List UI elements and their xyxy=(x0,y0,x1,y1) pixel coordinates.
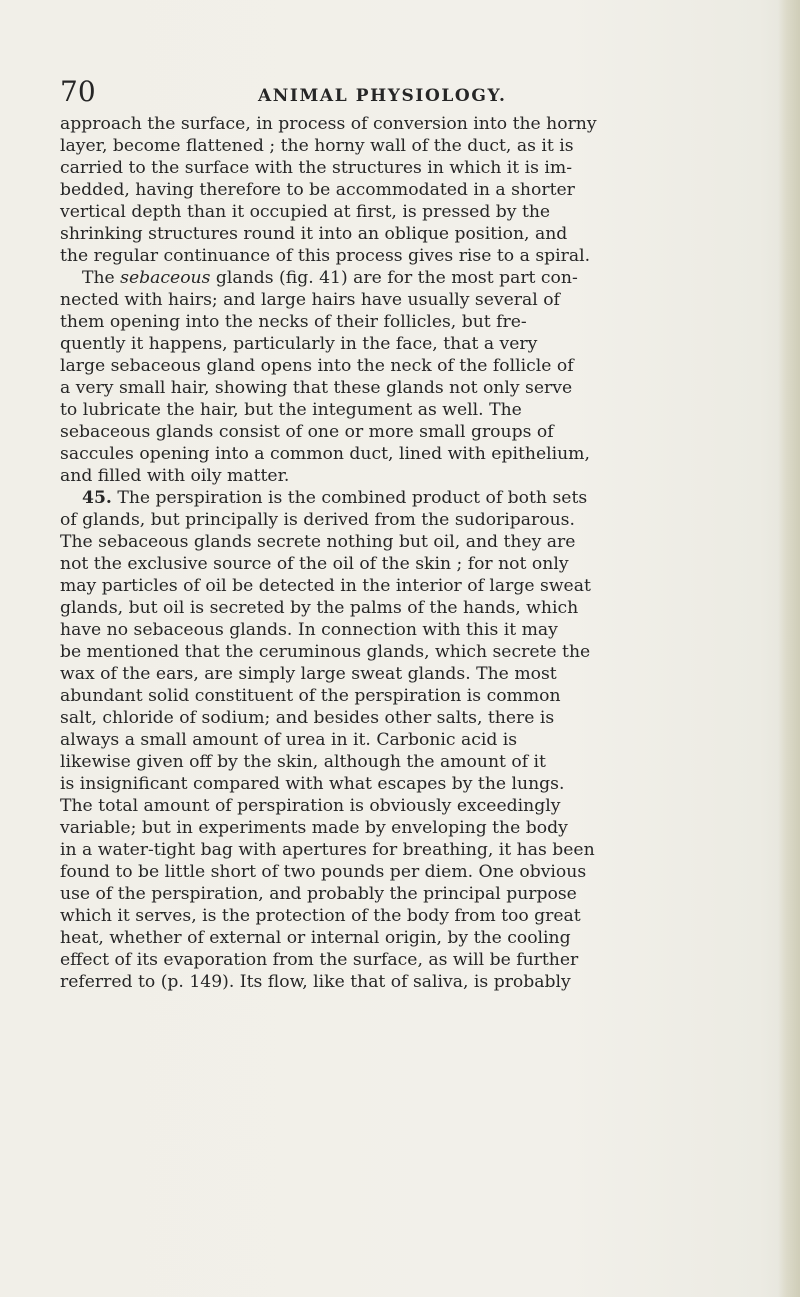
text-line: and filled with oily matter. xyxy=(60,466,290,486)
text-line: of glands, but principally is derived from the sudoriparous. xyxy=(60,510,575,530)
page-edge-shadow xyxy=(778,0,800,1297)
section-number: 45. xyxy=(82,488,112,508)
text-span: The xyxy=(82,268,121,288)
text-line: found to be little short of two pounds per diem. One obvious xyxy=(60,862,587,882)
text-line: a very small hair, showing that these glands not only serve xyxy=(60,378,573,398)
text-line xyxy=(82,267,578,289)
text-line: is insignificant compared with what escapes by the lungs. xyxy=(60,774,565,794)
page-number: 70 xyxy=(60,75,96,108)
text-line: them opening into the necks of their follicles, but fre- xyxy=(60,312,527,332)
text-line: effect of its evaporation from the surface, as will be further xyxy=(60,950,579,970)
text-line: always a small amount of urea in it. Carbonic acid is xyxy=(60,730,518,750)
running-head: ANIMAL PHYSIOLOGY. xyxy=(258,86,507,106)
text-span: glands (fig. 41) are for the most part con- xyxy=(210,268,578,288)
text-line: not the exclusive source of the oil of the skin ; for not only xyxy=(60,554,569,574)
text-line: in a water-tight bag with apertures for breathing, it has been xyxy=(60,840,595,860)
text-line: be mentioned that the ceruminous glands, which secrete the xyxy=(60,642,591,662)
text-line: nected with hairs; and large hairs have usually several of xyxy=(60,290,560,310)
text-line: vertical depth than it occupied at first, is pressed by the xyxy=(60,202,551,222)
text-line: wax of the ears, are simply large sweat glands. The most xyxy=(60,664,557,684)
text-line: The total amount of perspiration is obviously exceedingly xyxy=(60,796,561,816)
italic-term: sebaceous xyxy=(120,268,211,288)
text-line: carried to the surface with the structures in which it is im- xyxy=(60,158,573,178)
text-line: layer, become flattened ; the horny wall of the duct, as it is xyxy=(60,136,574,156)
text-line: use of the perspiration, and probably the principal purpose xyxy=(60,884,577,904)
text-line: saccules opening into a common duct, lined with epithelium, xyxy=(60,444,590,464)
text-line: quently it happens, particularly in the face, that a very xyxy=(60,334,538,354)
text-line: the regular continuance of this process gives rise to a spiral. xyxy=(60,246,591,266)
text-line: to lubricate the hair, but the integument as well. The xyxy=(60,400,522,420)
text-line: The sebaceous glands secrete nothing but oil, and they are xyxy=(60,532,576,552)
text-line: heat, whether of external or internal origin, by the cooling xyxy=(60,928,571,948)
text-line: bedded, having therefore to be accommodated in a shorter xyxy=(60,180,575,200)
page-header xyxy=(0,75,800,118)
text-line: approach the surface, in process of conversion into the horny xyxy=(60,114,597,134)
text-line: have no sebaceous glands. In connection with this it may xyxy=(60,620,558,640)
text-line xyxy=(82,487,587,509)
text-line: salt, chloride of sodium; and besides other salts, there is xyxy=(60,708,555,728)
text-line: sebaceous glands consist of one or more small groups of xyxy=(60,422,554,442)
text-line: may particles of oil be detected in the interior of large sweat xyxy=(60,576,591,596)
text-span: The perspiration is the combined product of both sets xyxy=(111,488,588,508)
text-line: variable; but in experiments made by enveloping the body xyxy=(60,818,568,838)
text-line: which it serves, is the protection of the body from too great xyxy=(60,906,581,926)
text-line: abundant solid constituent of the perspiration is common xyxy=(60,686,561,706)
text-line: shrinking structures round it into an oblique position, and xyxy=(60,224,568,244)
text-line: glands, but oil is secreted by the palms of the hands, which xyxy=(60,598,579,618)
text-line: large sebaceous gland opens into the neck of the follicle of xyxy=(60,356,574,376)
text-line: referred to (p. 149). Its flow, like that of saliva, is probably xyxy=(60,972,571,992)
text-line: likewise given off by the skin, although the amount of it xyxy=(60,752,546,772)
